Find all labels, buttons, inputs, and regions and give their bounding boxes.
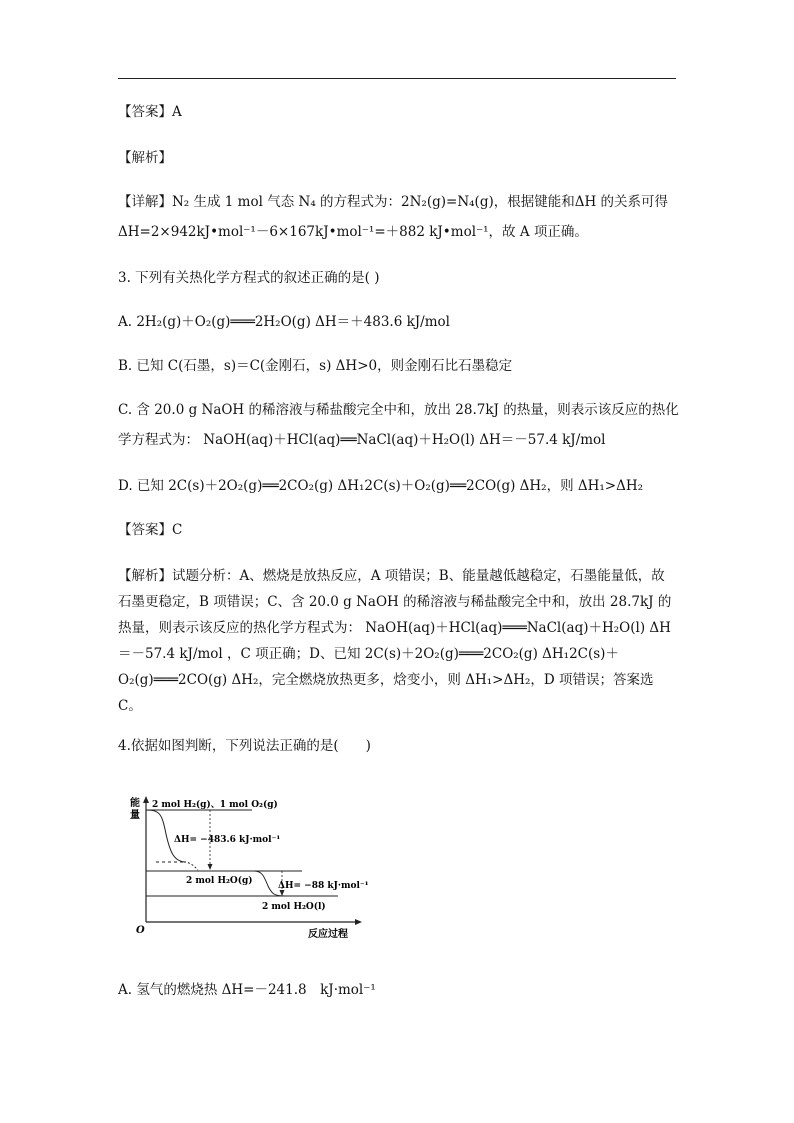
detail-1-line-2: ΔH=2×942kJ•mol⁻¹－6×167kJ•mol⁻¹=＋882 kJ•mol⁻¹，故 A 项正确。 bbox=[118, 224, 588, 240]
x-axis-arrow-icon bbox=[355, 919, 362, 925]
y-axis-label-2: 量 bbox=[130, 810, 140, 821]
dh1-label: ΔH= −483.6 kJ·mol⁻¹ bbox=[174, 835, 281, 845]
question-3-option-c-line-1: C. 含 20.0 g NaOH 的稀溶液与稀盐酸完全中和，放出 28.7kJ 的热量，则表示该反应的热化 bbox=[118, 402, 679, 418]
answer-1: 【答案】A bbox=[118, 104, 182, 120]
question-3-option-b: B. 已知 C(石墨，s)＝C(金刚石，s) ΔH>0，则金刚石比石墨稳定 bbox=[118, 358, 513, 374]
question-3-stem: 3. 下列有关热化学方程式的叙述正确的是( ) bbox=[118, 270, 380, 286]
level-bottom-label: 2 mol H₂O(l) bbox=[262, 902, 326, 912]
y-axis-label-1: 能 bbox=[130, 798, 140, 809]
x-axis-label: 反应过程 bbox=[308, 929, 348, 940]
question-3-option-c-line-2: 学方程式为： NaOH(aq)＋HCl(aq)══NaCl(aq)＋H₂O(l) ΔH＝－57.4 kJ/mol bbox=[118, 432, 606, 448]
question-3-option-a: A. 2H₂(g)＋O₂(g)═══2H₂O(g) ΔH＝＋483.6 kJ/mol bbox=[118, 314, 450, 330]
question-3-option-d: D. 已知 2C(s)＋2O₂(g)══2CO₂(g) ΔH₁2C(s)＋O₂(g)══2CO(g) ΔH₂，则 ΔH₁>ΔH₂ bbox=[118, 478, 644, 494]
question-3-answer: 【答案】C bbox=[118, 522, 183, 538]
y-axis-arrow-icon bbox=[143, 796, 149, 803]
dh1-arrow-icon bbox=[208, 864, 213, 870]
header-rule bbox=[118, 78, 676, 79]
detail-1-line-1: 【详解】N₂ 生成 1 mol 气态 N₄ 的方程式为：2N₂(g)=N₄(g)，根据键能和ΔH 的关系可得 bbox=[118, 194, 669, 210]
level-mid-label: 2 mol H₂O(g) bbox=[186, 876, 253, 886]
question-4-option-a: A. 氢气的燃烧热 ΔH=－241.8 kJ·mol⁻¹ bbox=[118, 982, 376, 998]
question-4-stem: 4.依据如图判断，下列说法正确的是( ) bbox=[118, 738, 371, 754]
dh2-label: ΔH= −88 kJ·mol⁻¹ bbox=[278, 881, 369, 891]
origin-label: O bbox=[136, 925, 145, 936]
question-3-analysis: 【解析】试题分析：A、燃烧是放热反应，A 项错误；B、能量越低越稳定，石墨能量低，故石墨更稳定，B 项错误；C、含 20.0 g NaOH 的稀溶液与稀盐酸完全中和，放出 28.7kJ 的热量，则表示该反应的热化学方程式为： NaOH(aq)＋HCl(aq)═══NaCl(aq)＋H₂O(l) ΔH＝－57.4 kJ/mol ，C 项正确；D、已知 2C(s)＋2O₂(g)═══2CO₂(g) ΔH₁2C(s)＋O₂(g)═══2CO(g) ΔH₂，完全燃烧放热更多，焓变小，则 ΔH₁>ΔH₂，D 项错误；答案选 C。 bbox=[118, 568, 672, 714]
energy-diagram bbox=[126, 790, 376, 940]
dashed-curve bbox=[184, 862, 198, 870]
analysis-1-label: 【解析】 bbox=[118, 150, 172, 166]
level-top-label: 2 mol H₂(g)、1 mol O₂(g) bbox=[152, 800, 278, 810]
